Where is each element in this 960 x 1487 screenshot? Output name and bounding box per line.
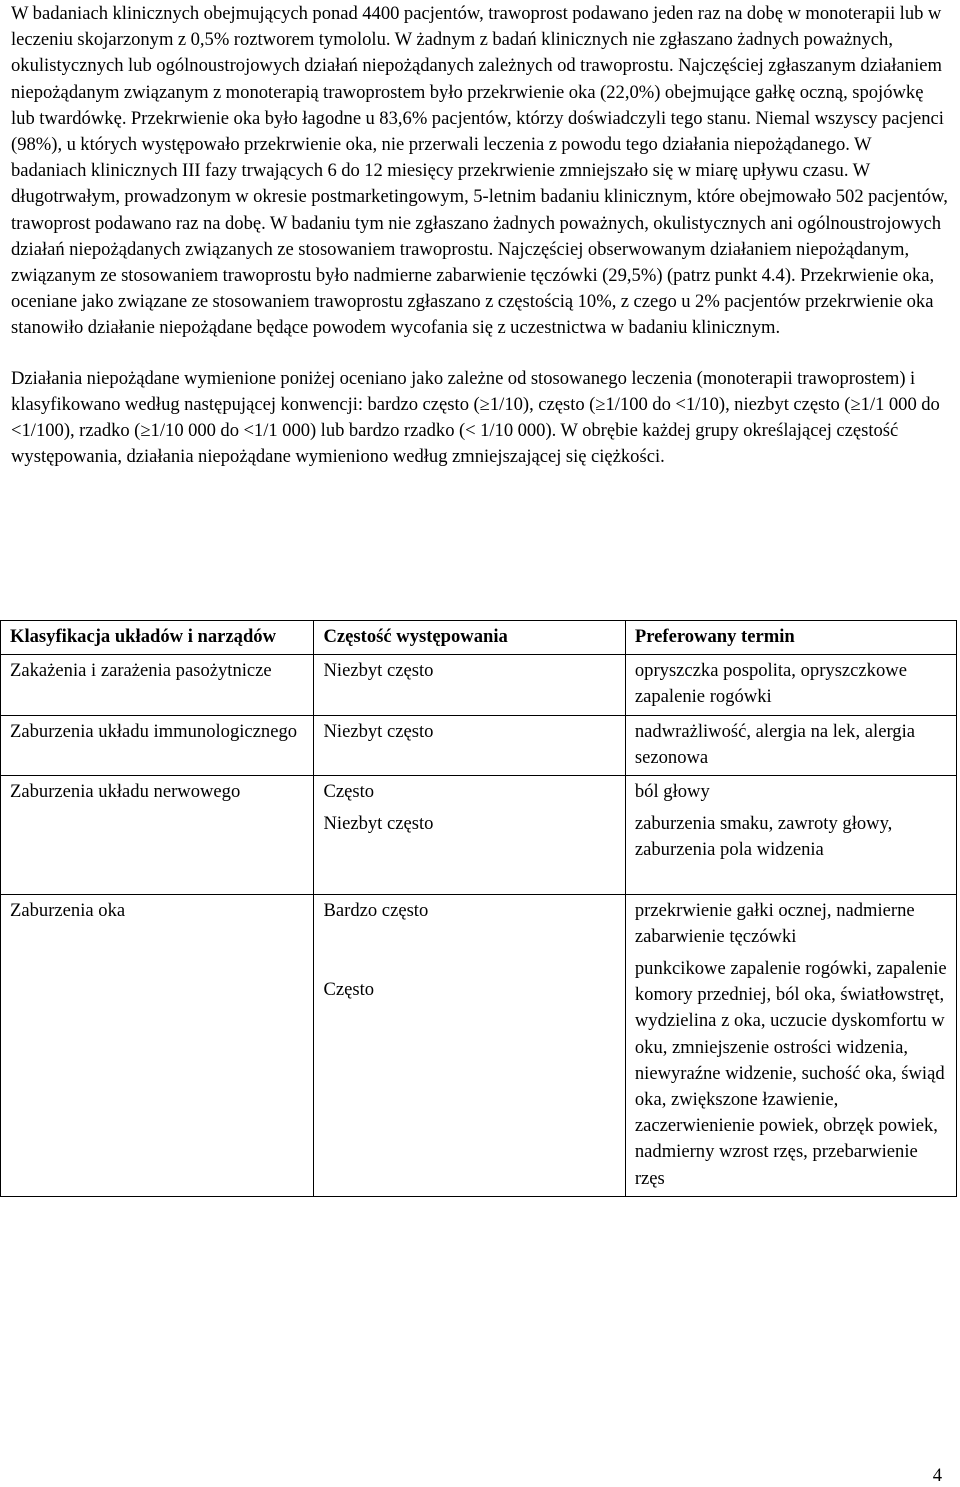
term-cell: nadwrażliwość, alergia na lek, alergia sezonowa xyxy=(625,715,956,775)
paragraph-clinical-trials: W badaniach klinicznych obejmujących ponad 4400 pacjentów, trawoprost podawano jeden raz na dobę w monoterapii lub w leczeniu skojarzonym z 0,5% roztworem tymololu. W żadnym z badań klinicznych nie zgłaszano żadnych poważnych, okulistycznych lub ogólnoustrojowych działań niepożądanych zależnych od trawoprostu. Najczęściej zgłaszanym działaniem niepożądanym związanym z monoterapią trawoprostem było przekrwienie oka (22,0%) obejmujące gałkę oczną, spojówkę lub twardówkę. Przekrwienie oka było łagodne u 83,6% pacjentów, którzy doświadczyli tego stanu. Niemal wszyscy pacjenci (98%), u których występowało przekrwienie oka, nie przerwali leczenia z powodu tego działania niepożądanego. W badaniach klinicznych III fazy trwających 6 do 12 miesięcy przekrwienie zmniejszało się w miarę upływu czasu. W długotrwałym, prowadzonym w okresie postmarketingowym, 5-letnim badaniu klinicznym, które obejmowało 502 pacjentów, trawoprost podawano raz na dobę. W badaniu tym nie zgłaszano żadnych poważnych, okulistycznych ani ogólnoustrojowych działań niepożądanych związanych ze stosowaniem trawoprostu. Najczęściej obserwowanym działaniem niepożądanym, związanym ze stosowaniem trawoprostu było nadmierne zabarwienie tęczówki (29,5%) (patrz punkt 4.4). Przekrwienie oka, oceniane jako związane ze stosowaniem trawoprostu zgłaszano z częstością 10%, z czego u 2% pacjentów przekrwienie oka stanowiło działanie niepożądane będące powodem wycofania się z uczestnictwa w badaniu klinicznym. xyxy=(11,3,948,339)
soc-cell: Zaburzenia układu nerwowego xyxy=(1,776,314,895)
header-term: Preferowany termin xyxy=(625,621,956,655)
frequency-cell: Niezbyt często xyxy=(314,715,625,775)
table-row xyxy=(1,894,957,1196)
table-row xyxy=(1,715,957,775)
term-cell xyxy=(625,776,956,895)
soc-cell: Zaburzenia oka xyxy=(1,894,314,1196)
table-row xyxy=(1,655,957,715)
table-row xyxy=(1,776,957,895)
frequency-entry: Często xyxy=(323,978,375,1000)
term-entry: ból głowy xyxy=(634,781,710,803)
frequency-cell: Niezbyt często xyxy=(314,655,625,715)
frequency-entry: Niezbyt często xyxy=(323,813,434,835)
paragraph-frequency-convention: Działania niepożądane wymienione poniżej oceniano jako zależne od stosowanego leczenia (monoterapii trawoprostem) i klasyfikowano według następującej konwencji: bardzo często (≥1/10), często (≥1/100 do <1/10), niezbyt często (≥1/1 000 do <1/100), rzadko (≥1/10 000 do <1/1 000) lub bardzo rzadko (< 1/10 000). W obrębie każdej grupy określającej częstość występowania, działania niepożądane wymieniono według zmniejszającej się ciężkości. xyxy=(11,367,940,468)
term-cell xyxy=(625,894,956,1196)
frequency-cell xyxy=(314,776,625,895)
term-entry: punkcikowe zapalenie rogówki, zapalenie komory przedniej, ból oka, światłowstręt, wydzielina z oka, uczucie dyskomfortu w oku, zmniejszenie ostrości widzenia, niewyraźne widzenie, suchość oka, świąd oka, zwiększone łzawienie, zaczerwienienie powiek, obrzęk powiek, nadmierny wzrost rzęs, przebarwienie rzęs xyxy=(634,958,947,1189)
frequency-entry: Bardzo często xyxy=(323,899,429,921)
cell-spacer xyxy=(626,868,956,894)
document-page xyxy=(11,0,951,470)
table-header-row xyxy=(1,621,957,655)
frequency-cell xyxy=(314,894,625,1196)
frequency-entry: Często xyxy=(323,781,375,803)
header-soc: Klasyfikacja układów i narządów xyxy=(1,621,314,655)
term-entry: przekrwienie gałki ocznej, nadmierne zabarwienie tęczówki xyxy=(634,899,915,947)
adverse-reactions-table xyxy=(0,620,957,1197)
soc-cell: Zaburzenia układu immunologicznego xyxy=(1,715,314,775)
term-entry: zaburzenia smaku, zawroty głowy, zaburzenia pola widzenia xyxy=(634,813,893,861)
header-frequency: Częstość występowania xyxy=(314,621,625,655)
term-cell: opryszczka pospolita, opryszczkowe zapalenie rogówki xyxy=(625,655,956,715)
page-number: 4 xyxy=(932,1465,942,1486)
soc-cell: Zakażenia i zarażenia pasożytnicze xyxy=(1,655,314,715)
